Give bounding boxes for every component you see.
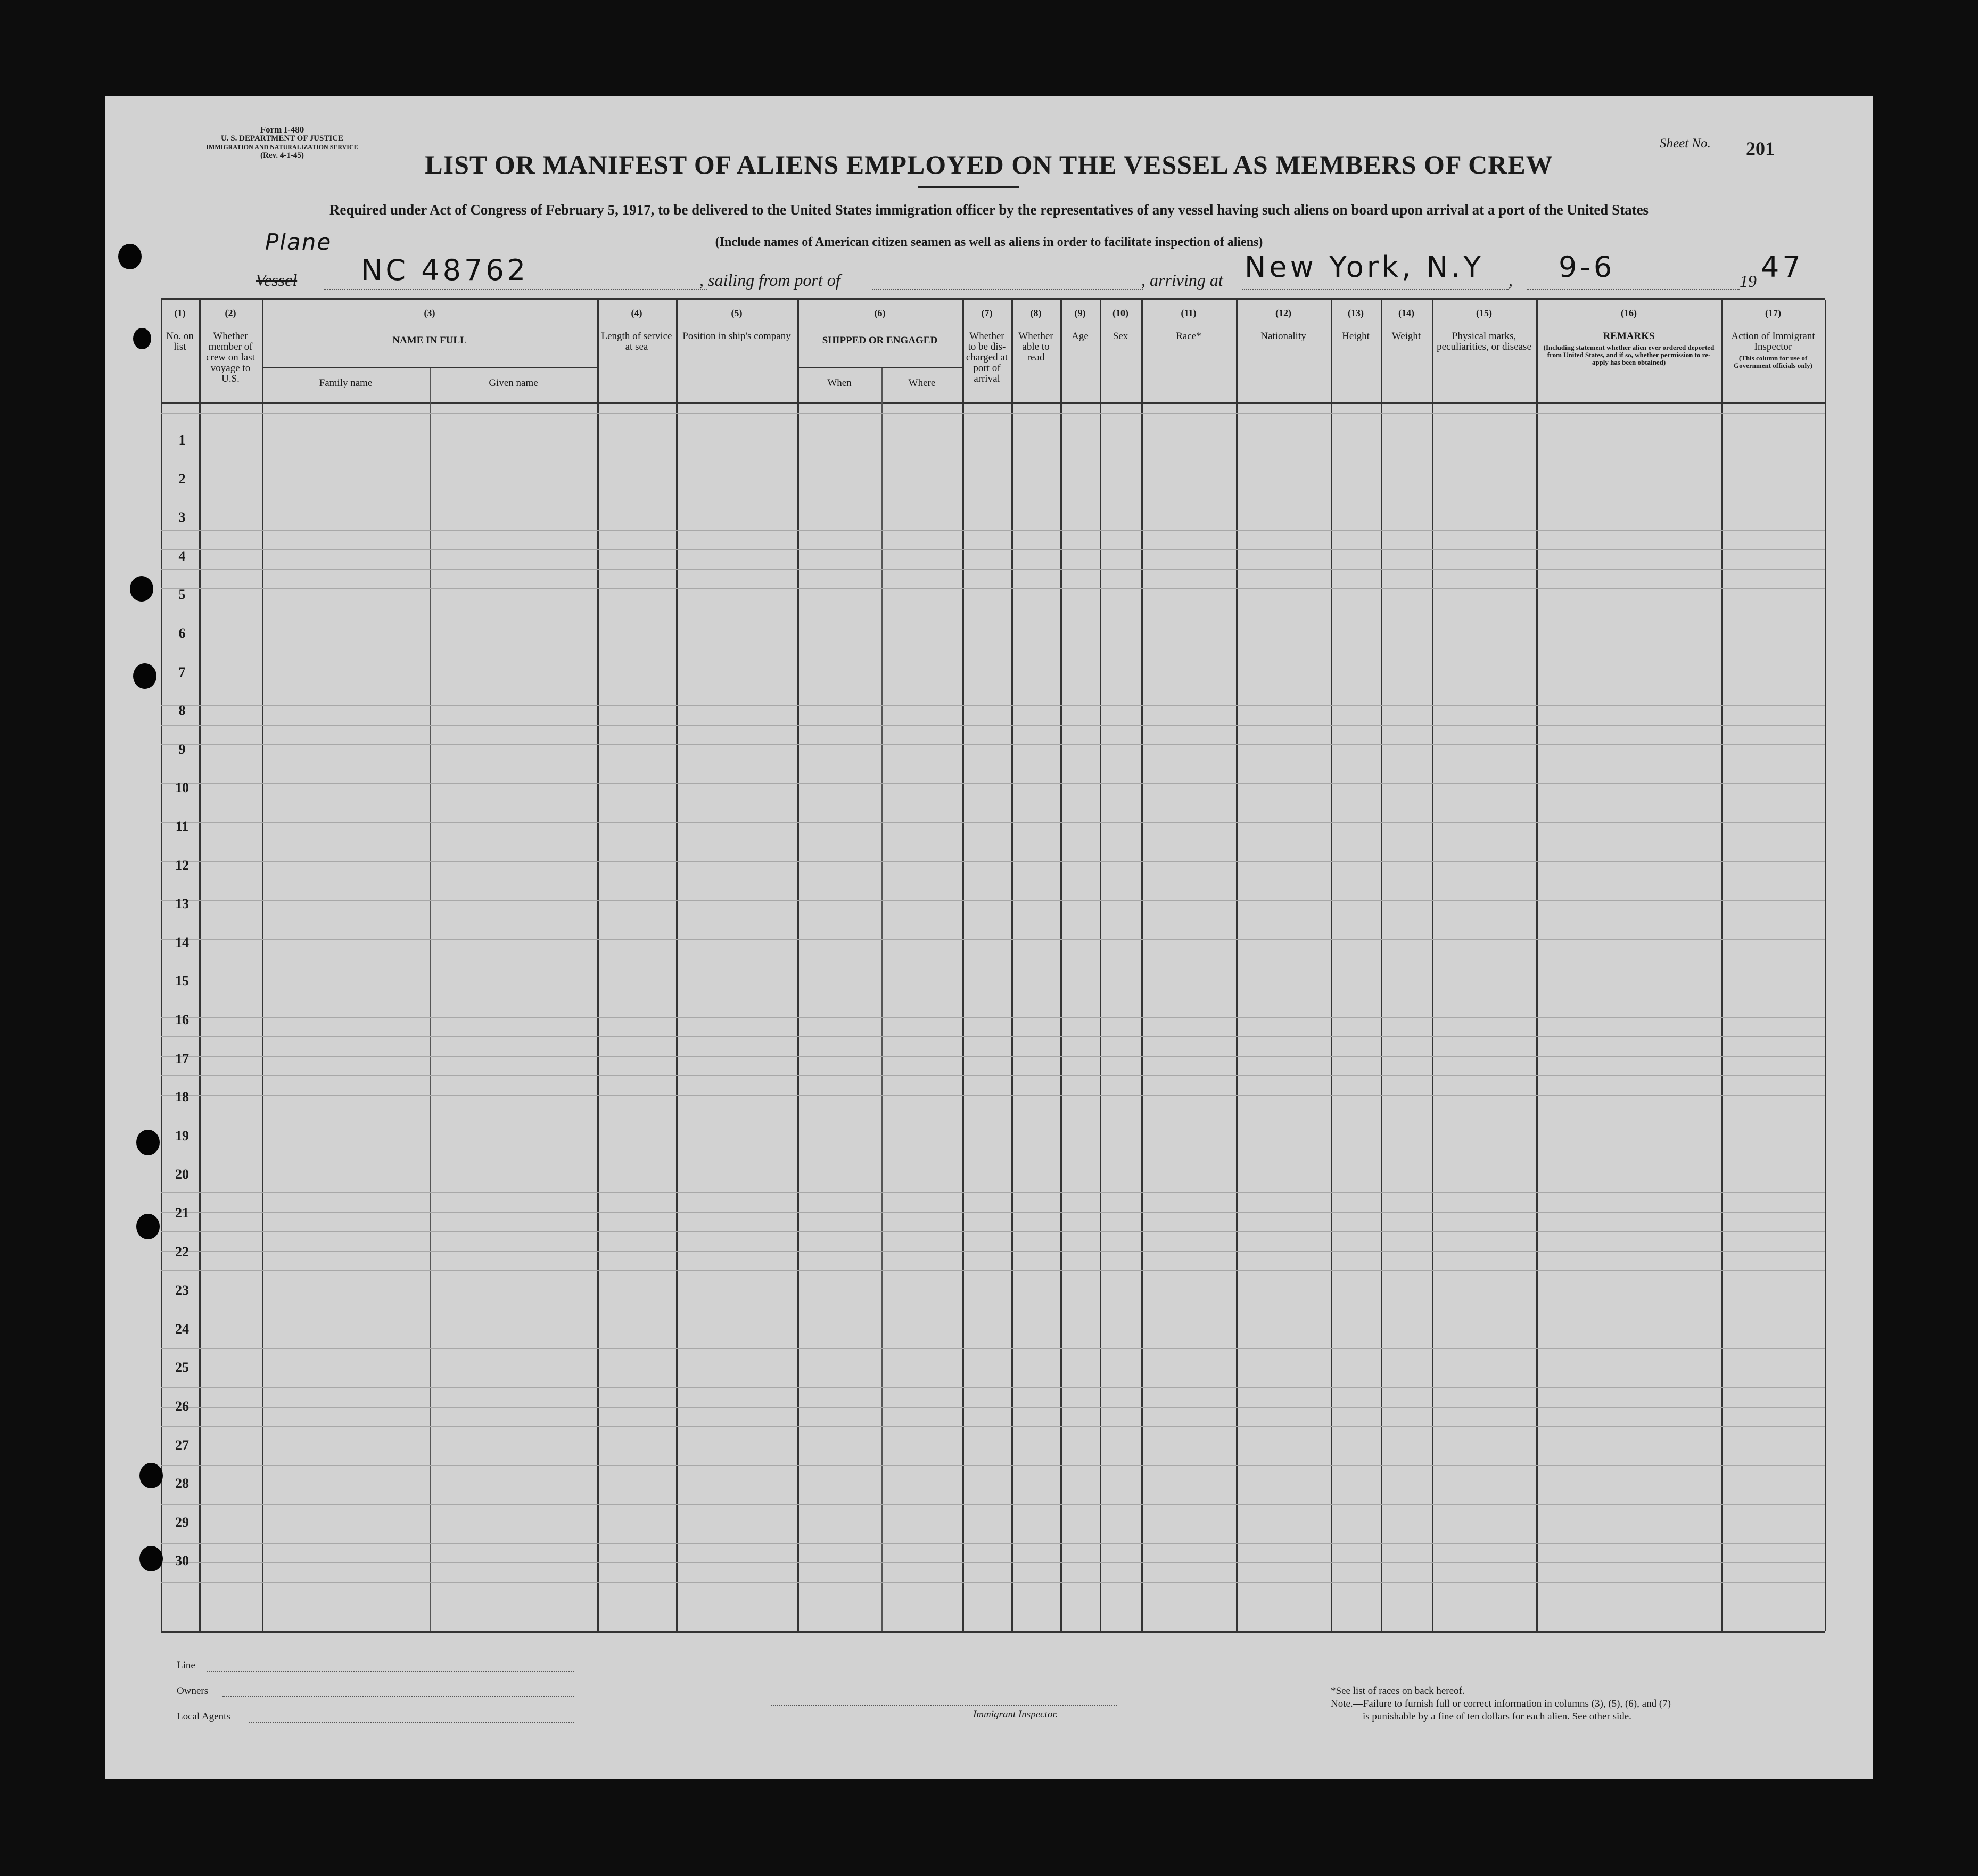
column-header: Age bbox=[1072, 331, 1089, 342]
column-number: (9) bbox=[1074, 308, 1086, 318]
form-revision: (Rev. 4-1-45) bbox=[260, 151, 304, 160]
column-number: (4) bbox=[631, 308, 642, 318]
ruled-line bbox=[161, 1582, 1825, 1583]
row-number: 7 bbox=[178, 664, 186, 680]
arriving-at-value[interactable]: New York, N.Y bbox=[1245, 250, 1485, 284]
ruled-line bbox=[161, 939, 1825, 940]
column-number: (2) bbox=[225, 308, 236, 318]
column-divider bbox=[161, 300, 162, 1631]
column-number: (5) bbox=[731, 308, 743, 318]
penalty-note-line2: is punishable by a fine of ten dollars for each alien. See other side. bbox=[1363, 1711, 1631, 1722]
ruled-line bbox=[161, 1017, 1825, 1018]
column-header: Whether member of crew on last voyage to U.S. bbox=[206, 331, 255, 384]
column-divider bbox=[1432, 300, 1433, 1631]
ruled-line bbox=[161, 1056, 1825, 1057]
row-number: 2 bbox=[178, 471, 186, 487]
punch-hole bbox=[130, 576, 153, 602]
column-header: Sex bbox=[1112, 331, 1128, 342]
ruled-line bbox=[161, 569, 1825, 570]
year-prefix: 19 bbox=[1740, 271, 1757, 291]
column-number: (16) bbox=[1621, 308, 1637, 318]
form-department: U. S. DEPARTMENT OF JUSTICE bbox=[220, 134, 344, 143]
vessel-field-line bbox=[324, 287, 707, 290]
manifest-sheet: Form I-480 U. S. DEPARTMENT OF JUSTICE IMMIGRATION AND NATURALIZATION SERVICE (Rev. 4-1-45) Sheet No. 201 LIST OR MANIFEST OF ALIENS EMPLOYED ON THE VESSEL AS MEMBERS OF CREW Required under Act of Congress of February 5, 1917, to be delivered to the United States immigration officer by the representatives of any vessel having such aliens on board upon arrival at a port of the United States (Include names of American citizen seamen as well as aliens in order to facilitate inspection of aliens) Plane Vessel NC 48762 , sailing from port of , arriving at New York, N.Y , 9-6 19 47 (1) No. on list (2) Whether member of crew on last voyage to U.S. (3) NAME IN FULL Family name Given name (4) Length of service at sea (5) Position in ship's company (6) SHIPPED OR ENGAGED When Where (7) Whether to be dis-charged at port of arrival (8) Whether able to read (9) Age (10) Sex (11) Race* (12) Nationality (13) Height (14) Weight (15) Physical marks, peculiarities, or disease (16) REMARKS (Including statement whether alien ever ordered deported from United States, and if so, whether permission to re-apply has been obtained) (17) Action of Immigrant Inspector (This column for use of Government officials only) 1 2 3 4 5 6 7 8 9 10 11 12 13 14 15 16 17 18 19 20 21 22 23 24 25 26 27 28 29 30 Line Owners Local Agents Immigrant Inspector. *See list of races on back hereof. Note.—Failure to furnish full or correct information in columns (3), (5), (6), and (7) is punishable by a fine of ten dollars for each alien. See other side. bbox=[105, 96, 1873, 1779]
row-number: 17 bbox=[175, 1050, 189, 1066]
inspector-label: Immigrant Inspector. bbox=[973, 1709, 1058, 1720]
row-number: 28 bbox=[175, 1476, 189, 1492]
ruled-line bbox=[161, 822, 1825, 823]
column-header: NAME IN FULL bbox=[392, 335, 467, 346]
row-number: 19 bbox=[175, 1128, 189, 1143]
column-subheader: Where bbox=[908, 377, 936, 389]
punch-hole bbox=[139, 1546, 163, 1571]
form-service: IMMIGRATION AND NATURALIZATION SERVICE bbox=[206, 143, 358, 151]
row-number: 4 bbox=[178, 548, 186, 564]
sheet-number: 201 bbox=[1746, 138, 1775, 159]
form-number: Form I-480 bbox=[260, 125, 304, 135]
column-header: Length of service at sea bbox=[601, 331, 672, 352]
ruled-line bbox=[161, 1348, 1825, 1349]
column-number: (11) bbox=[1181, 308, 1197, 318]
ruled-line bbox=[161, 705, 1825, 706]
arriving-at-field-line bbox=[1242, 287, 1509, 290]
crew-table bbox=[161, 298, 1825, 1633]
sailing-from-label: , sailing from port of bbox=[699, 270, 840, 290]
column-number: (15) bbox=[1476, 308, 1492, 318]
column-header: Whether able to read bbox=[1018, 331, 1053, 363]
column-number: (1) bbox=[174, 308, 186, 318]
column-number: (17) bbox=[1765, 308, 1781, 318]
column-divider bbox=[1011, 300, 1013, 1631]
column-subheader: When bbox=[827, 377, 852, 389]
column-subheader: Family name bbox=[319, 377, 373, 389]
row-number: 8 bbox=[178, 703, 186, 719]
ruled-line bbox=[161, 725, 1825, 726]
row-number: 18 bbox=[175, 1089, 189, 1105]
column-number: (7) bbox=[981, 308, 993, 318]
arrival-year-value[interactable]: 47 bbox=[1761, 250, 1804, 284]
ruled-line bbox=[161, 549, 1825, 550]
vessel-label: Vessel bbox=[256, 270, 298, 290]
ruled-line bbox=[161, 783, 1825, 784]
column-divider bbox=[1141, 300, 1143, 1631]
sheet-number-label: Sheet No. bbox=[1660, 136, 1711, 151]
column-header: SHIPPED OR ENGAGED bbox=[822, 335, 938, 346]
column-divider bbox=[797, 300, 799, 1631]
row-number: 23 bbox=[175, 1282, 189, 1298]
column-header: Race* bbox=[1176, 331, 1201, 342]
row-number: 20 bbox=[175, 1166, 189, 1182]
column-header: Position in ship's company bbox=[682, 331, 791, 342]
column-divider bbox=[1331, 300, 1332, 1631]
group-header-rule bbox=[797, 367, 962, 368]
ruled-line bbox=[161, 588, 1825, 589]
footer-owners-label: Owners bbox=[177, 1685, 209, 1697]
column-divider bbox=[199, 300, 201, 1631]
column-number: (6) bbox=[874, 308, 886, 318]
column-divider bbox=[881, 368, 883, 1631]
column-divider bbox=[1100, 300, 1101, 1631]
inspector-signature-field[interactable] bbox=[771, 1704, 1117, 1706]
punch-hole bbox=[136, 1214, 160, 1239]
ruled-line bbox=[161, 1036, 1825, 1037]
row-number: 10 bbox=[175, 780, 189, 796]
ruled-line bbox=[161, 1407, 1825, 1408]
column-divider bbox=[962, 300, 964, 1631]
column-number: (12) bbox=[1275, 308, 1291, 318]
ruled-line bbox=[161, 1270, 1825, 1271]
page-title: LIST OR MANIFEST OF ALIENS EMPLOYED ON THE VESSEL AS MEMBERS OF CREW bbox=[425, 150, 1553, 179]
column-divider bbox=[1236, 300, 1238, 1631]
ruled-line bbox=[161, 1465, 1825, 1466]
column-header-detail: (Including statement whether alien ever ordered deported from United States, and if so, whether permission to re-apply has been obtained) bbox=[1543, 343, 1715, 366]
ruled-line bbox=[161, 1562, 1825, 1563]
row-number: 25 bbox=[175, 1360, 189, 1376]
row-number: 11 bbox=[175, 819, 189, 834]
row-number: 15 bbox=[175, 973, 189, 989]
row-number: 21 bbox=[175, 1205, 189, 1221]
column-header: Weight bbox=[1391, 331, 1421, 342]
header-bottom-rule bbox=[161, 402, 1825, 404]
column-subheader: Given name bbox=[489, 377, 538, 389]
ruled-line bbox=[161, 1251, 1825, 1252]
column-number: (13) bbox=[1348, 308, 1364, 318]
title-underline bbox=[918, 186, 1019, 188]
punch-hole bbox=[133, 328, 151, 349]
arrival-date-value[interactable]: 9-6 bbox=[1559, 250, 1616, 284]
row-number: 13 bbox=[175, 896, 189, 912]
row-number: 29 bbox=[175, 1514, 189, 1530]
column-header: REMARKS bbox=[1603, 331, 1655, 342]
row-number: 27 bbox=[175, 1437, 189, 1453]
column-header: Action of Immigrant Inspector bbox=[1731, 331, 1815, 352]
footer-line-label: Line bbox=[177, 1660, 195, 1671]
punch-hole bbox=[133, 663, 156, 689]
column-header: Nationality bbox=[1260, 331, 1306, 342]
ruled-line bbox=[161, 861, 1825, 862]
column-divider bbox=[1721, 300, 1723, 1631]
row-number: 12 bbox=[175, 857, 189, 873]
page-note: (Include names of American citizen seamen as well as aliens in order to facilitate inspection of aliens) bbox=[715, 235, 1263, 249]
column-number: (8) bbox=[1030, 308, 1042, 318]
sailing-from-field[interactable] bbox=[872, 287, 1143, 290]
row-number: 6 bbox=[178, 626, 186, 641]
column-header: Whether to be dis-charged at port of arrival bbox=[966, 331, 1008, 384]
footer-agents-label: Local Agents bbox=[177, 1711, 230, 1722]
row-number: 22 bbox=[175, 1244, 189, 1260]
row-number: 9 bbox=[178, 741, 186, 757]
page-subtitle: Required under Act of Congress of February 5, 1917, to be delivered to the United States immigration officer by the representatives of any vessel having such aliens on board upon arrival at a port of the United States bbox=[329, 202, 1649, 218]
ruled-line bbox=[161, 1095, 1825, 1096]
vessel-name-value[interactable]: NC 48762 bbox=[361, 253, 529, 287]
row-number: 16 bbox=[175, 1012, 189, 1027]
column-header: No. on list bbox=[166, 331, 194, 352]
ruled-line bbox=[161, 530, 1825, 531]
footer-owners-field[interactable] bbox=[222, 1695, 574, 1697]
ruled-line bbox=[161, 1075, 1825, 1076]
row-number: 3 bbox=[178, 509, 186, 525]
penalty-note-line1: Note.—Failure to furnish full or correct information in columns (3), (5), (6), and (7) bbox=[1331, 1698, 1671, 1709]
column-divider bbox=[1825, 300, 1826, 1631]
row-number: 1 bbox=[178, 432, 186, 448]
column-number: (3) bbox=[424, 308, 435, 318]
column-divider bbox=[262, 300, 263, 1631]
footer-agents-field[interactable] bbox=[249, 1721, 574, 1723]
column-divider bbox=[1060, 300, 1062, 1631]
punch-hole bbox=[118, 244, 142, 269]
punch-hole bbox=[136, 1130, 160, 1155]
column-header: Height bbox=[1342, 331, 1370, 342]
column-number: (14) bbox=[1398, 308, 1414, 318]
arrival-date-field-line bbox=[1527, 287, 1740, 290]
ruled-line bbox=[161, 1504, 1825, 1505]
column-divider bbox=[1536, 300, 1538, 1631]
group-header-rule bbox=[262, 367, 597, 368]
ruled-line bbox=[161, 1387, 1825, 1388]
column-divider bbox=[676, 300, 678, 1631]
column-number: (10) bbox=[1112, 308, 1128, 318]
row-number: 26 bbox=[175, 1398, 189, 1414]
ruled-line bbox=[161, 1192, 1825, 1193]
arriving-at-label: , arriving at bbox=[1141, 270, 1223, 290]
column-header-detail: (This column for use of Government officials only) bbox=[1733, 354, 1813, 369]
column-divider bbox=[430, 368, 431, 1631]
column-divider bbox=[1381, 300, 1382, 1631]
ruled-line bbox=[161, 1543, 1825, 1544]
punch-hole bbox=[139, 1463, 163, 1488]
column-header: Physical marks, peculiarities, or disease bbox=[1437, 331, 1531, 352]
races-note: *See list of races on back hereof. bbox=[1331, 1685, 1465, 1697]
ruled-line bbox=[161, 900, 1825, 901]
ruled-line bbox=[161, 744, 1825, 745]
footer-line-field[interactable] bbox=[207, 1669, 574, 1672]
row-number: 24 bbox=[175, 1321, 189, 1337]
ruled-line bbox=[161, 413, 1825, 414]
ruled-line bbox=[161, 1426, 1825, 1427]
handwritten-plane: Plane bbox=[265, 229, 332, 255]
row-number: 30 bbox=[175, 1553, 189, 1569]
row-number: 14 bbox=[175, 934, 189, 950]
row-number: 5 bbox=[178, 587, 186, 603]
column-divider bbox=[597, 300, 599, 1631]
ruled-line bbox=[161, 1212, 1825, 1213]
ruled-line bbox=[161, 1231, 1825, 1232]
